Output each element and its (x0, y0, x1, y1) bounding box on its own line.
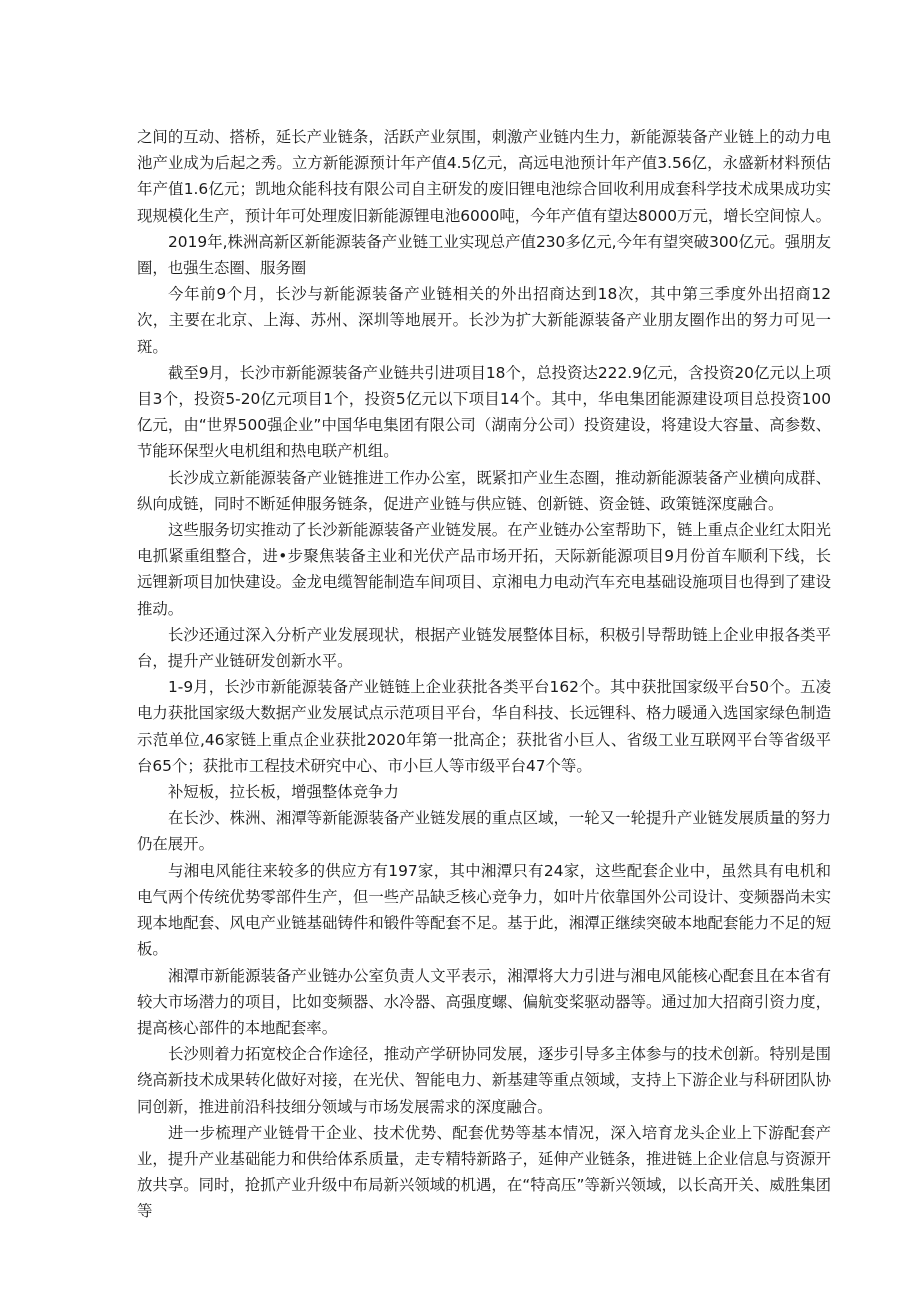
paragraph-11: 与湘电风能往来较多的供应方有197家，其中湘潭只有24家，这些配套企业中，虽然具有电机和电气两个传统优势零部件生产，但一些产品缺乏核心竞争力，如叶片依靠国外公司设计、变频器尚未实现本地配套、风电产业链基础铸件和锻件等配套不足。基于此，湘潭正继续突破本地配套能力不足的短板。 (137, 861, 831, 959)
paragraph-14: 进一步梳理产业链骨干企业、技术优势、配套优势等基本情况，深入培育龙头企业上下游配套产业，提升产业基础能力和供给体系质量，走专精特新路子，延伸产业链条，推进链上企业信息与资源开放共享。同时，抢抓产业升级中布局新兴领域的机遇，在“特高压”等新兴领域，以长高开关、威胜集团等 (137, 1123, 831, 1221)
paragraph-6: 这些服务切实推动了长沙新能源装备产业链发展。在产业链办公室帮助下，链上重点企业红太阳光电抓紧重组整合，进•步聚焦装备主业和光伏产品市场开拓，天际新能源项目9月份首车顺利下线，长远锂新项目加快建设。金龙电缆智能制造车间项目、京湘电力电动汽车充电基础设施项目也得到了建设推动。 (137, 521, 831, 618)
paragraph-13: 长沙则着力拓宽校企合作途径，推动产学研协同发展，逐步引导多主体参与的技术创新。特别是围绕高新技术成果转化做好对接，在光伏、智能电力、新基建等重点领域，支持上下游企业与科研团队协同创新，推进前沿科技细分领域与市场发展需求的深度融合。 (137, 1045, 831, 1116)
section-heading: 补短板，拉长板，增强整体竞争力 (168, 783, 399, 802)
paragraph-2: 2019年,株洲高新区新能源装备产业链工业实现总产值230多亿元,今年有望突破300亿元。强朋友圈，也强生态圈、服务圈 (137, 232, 831, 278)
paragraph-3: 今年前9个月，长沙与新能源装备产业链相关的外出招商达到18次，其中第三季度外出招商12次，主要在北京、上海、苏州、深圳等地展开。长沙为扩大新能源装备产业朋友圈作出的努力可见一斑。 (137, 285, 831, 356)
paragraph-10: 在长沙、株洲、湘潭等新能源装备产业链发展的重点区域，一轮又一轮提升产业链发展质量的努力仍在展开。 (137, 809, 831, 854)
paragraph-1: 之间的互动、搭桥，延长产业链条，活跃产业氛围，刺激产业链内生力，新能源装备产业链上的动力电池产业成为后起之秀。立方新能源预计年产值4.5亿元，高远电池预计年产值3.56亿，永盛新材料预估年产值1.6亿元；凯地众能科技有限公司自主研发的废旧锂电池综合回收利用成套科学技术成果成功实现规模化生产，预计年可处理废旧新能源锂电池6000吨，今年产值有望达8000万元，增长空间惊人。 (137, 128, 831, 225)
paragraph-5: 长沙成立新能源装备产业链推进工作办公室，既紧扣产业生态圈，推动新能源装备产业横向成群、纵向成链，同时不断延伸服务链条，促进产业链与供应链、创新链、资金链、政策链深度融合。 (137, 468, 831, 513)
paragraph-4: 截至9月，长沙市新能源装备产业链共引进项目18个，总投资达222.9亿元，含投资20亿元以上项目3个，投资5-20亿元项目1个，投资5亿元以下项目14个。其中，华电集团能源建设项目总投资100亿元，由“世界500强企业”中国华电集团有限公司（湖南分公司）投资建设，将建设大容量、高参数、节能环保型火电机组和热电联产机组。 (137, 363, 831, 461)
paragraph-7: 长沙还通过深入分析产业发展现状，根据产业链发展整体目标，积极引导帮助链上企业申报各类平台，提升产业链研发创新水平。 (137, 625, 831, 671)
document-body (137, 124, 831, 1225)
paragraph-12: 湘潭市新能源装备产业链办公室负责人文平表示，湘潭将大力引进与湘电风能核心配套且在本省有较大市场潜力的项目，比如变频器、水冷器、高强度螺、偏航变桨驱动器等。通过加大招商引资力度，提高核心部件的本地配套率。 (137, 966, 831, 1037)
paragraph-8: 1-9月，长沙市新能源装备产业链链上企业获批各类平台162个。其中获批国家级平台50个。五凌电力获批国家级大数据产业发展试点示范项目平台，华自科技、长远锂科、格力暖通入选国家绿色制造示范单位,46家链上重点企业获批2020年第一批高企；获批省小巨人、省级工业互联网平台等省级平台65个；获批市工程技术研究中心、市小巨人等市级平台47个等。 (137, 678, 831, 775)
